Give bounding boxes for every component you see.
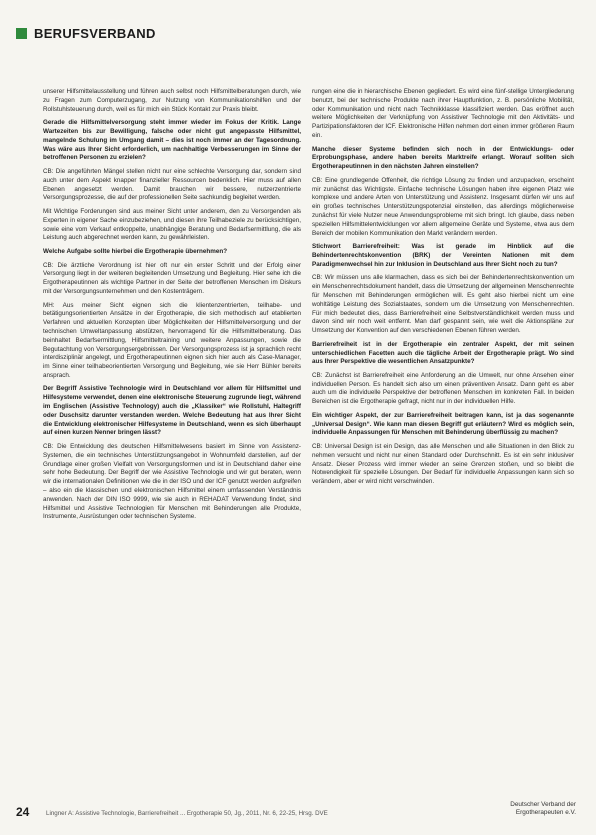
org-line-2: Ergotherapeuten e.V. [515,809,576,816]
paragraph: MH: Aus meiner Sicht eignen sich die klientenzentrierten, teilhabe- und betätigungsorientierten Ansätze in der Ergotherapie, die sich methodisch auf etablierten Verfahren und aktuellen Konzepten über Möglichkeiten der Hilfsmittelversorgung und der technischen Umweltanpassung abstützen, hervorragend für die Hilfsmittelberatung. Das beinhaltet Bedarfsermittlung, Hilfsmitteltraining und weitere Anpassungen, sowie die Begutachtung von Versorgungsergebnissen. Der Versorgungsprozess ist ja sprachlich recht interdisziplinär angelegt, und Ergotherapeutinnen eignen sich hier auch als Case-Manager, im Sinne einer teilhabeorientierten Versorgung und Begleitung, wie sie Herr Bühler bereits ansprach. [43,301,301,379]
paragraph: CB: Die ärztliche Verordnung ist hier oft nur ein erster Schritt und der Erfolg einer Versorgung liegt in der weiteren begleitenden Umsetzung und Begleitung. Hier sehe ich die Ergotherapeutinnen als wichtige Partner in der Seite der betroffenen Menschen im Diskurs mit der Versorgungsunternehmen und den Kostenträgern. [43,261,301,295]
paragraph: CB: Wir müssen uns alle klarmachen, dass es sich bei der Behindertenrechtskonvention um ein Menschenrechtsdokument handelt, dass die Umsetzung der allgemeinen Menschenrechte für Menschen mit Behinderungen ermöglichen will. Es geht also hierbei nicht um eine wohltätige Leistung des Sozialstaates, sondern um die Umsetzung von Menschenrechten. Für mich bedeutet dies, dass Barrierefreiheit eine Selbstverständlichkeit werden muss und davon sind wir noch weit entfernt. Man darf gespannt sein, wie weit die Aktionspläne zur Umsetzung der Konvention auf den verschiedenen Ebenen führen werden. [312,274,574,335]
section-title: BERUFSVERBAND [34,26,156,41]
paragraph: Mit Wichtige Forderungen sind aus meiner Sicht unter anderem, den zu Versorgenden als Experten in eigener Sache einzubeziehen, und diesen ihre Teilhabeziele zu berücksichtigen, sowie eine vom Verkauf entkoppelte, unabhängige Beratung und Bedarfsermittlung, die als Leistung auch abgerechnet werden kann, zu gewährleisten. [43,207,301,242]
org-line-1: Deutscher Verband der [510,801,576,808]
paragraph: CB: Zunächst ist Barrierefreiheit eine Anforderung an die Umwelt, nur ohne Ansehen einer individuellen Person. Es handelt sich also um einen präventiven Ansatz. Dann geht es aber auch um die individuelle Perspektive der betroffenen Menschen im konkreten Fall. In beiden Bereichen ist die Ergotherapie gefragt, nicht nur in der individuellen Hilfe. [312,371,574,406]
paragraph: CB: Universal Design ist ein Design, das alle Menschen und alle Situationen in den Blick zu nehmen versucht und nicht nur einen Standard oder Durchschnitt. Es ist ein sehr inklusiver Ansatz. Dieser Prozess wird immer wieder an seine Grenzen stoßen, und so bleibt die Notwendigkeit für spezielle Lösungen. Der Bedarf für individuelle Anpassungen kann sich so verändern, aber er wird nicht verschwinden. [312,443,574,486]
interview-question: Manche dieser Systeme befinden sich noch in der Entwicklungs- oder Erprobungsphase, andere haben bereits Marktreife erlangt. Worauf sollten sich Ergotherapeutinnen in den nächsten Jahren einstellen? [312,145,574,171]
footer-citation: Lingner A: Assistive Technologie, Barrierefreiheit ... Ergotherapie 50, Jg., 2011, Nr. 6, 22-25, Hrsg. DVE [46,810,328,817]
interview-question: Ein wichtiger Aspekt, der zur Barrierefreiheit beitragen kann, ist ja das sogenannte „Universal Design“. Wie kann man diesen Begriff gut erläutern? Wird es möglich sein, individuelle Anpassungen für Menschen mit Behinderung überflüssig zu machen? [312,411,574,437]
interview-question: Barrierefreiheit ist in der Ergotherapie ein zentraler Aspekt, der mit seinen unterschiedlichen Facetten auch die tägliche Arbeit der Ergotherapie prägt. Wo sind aus Ihrer Perspektive die wesentlichen Ansatzpunkte? [312,340,574,366]
interview-question: Welche Aufgabe sollte hierbei die Ergotherapie übernehmen? [43,247,228,255]
section-marker-icon [16,28,27,39]
page-header [16,26,156,41]
paragraph: CB: Die Entwicklung des deutschen Hilfsmittelwesens basiert im Sinne von Assistenz-Systemen, die ein technisches Unterstützungsangebot in Wohnumfeld darstellen, auf der Grundlage einer großen Vielfalt von Versorgungsformen und ist in Deutschland daher eine sehr hohe Bedeutung. Der Begriff der wie Assistive Technologie und wir gut beraten, wenn wir die internationalen Definitionen wie die in der ISO und der ICF genutzt werden aufgreifen – also ein die klassischen und elektronischen Hilfsmittel einem umfassenden Verständnis anwenden. Nach der DIN ISO 9999, wie sie auch in REHADAT Verwendung findet, sind Hilfsmittel und Assistive Technologien für Menschen mit Behinderungen alle Produkte, Instrumente, Ausrüstungen oder technischen Systeme. [43,443,301,521]
interview-question: Der Begriff Assistive Technologie wird in Deutschland vor allem für Hilfsmittel und Hilfesysteme verwendet, denen eine elektronische Steuerung zugrunde liegt, während im Englischen (Assistive Technology) auch die „Klassiker“ wie Rollstuhl, Haltegriff oder Duschsitz darunter verstanden werden. Welche Bedeutung hat aus Ihrer Sicht die Entwicklung elektronischer Hilfesysteme in Deutschland, wenn es sich überhaupt auf einen kurzen Nenner bringen lässt? [43,385,301,437]
footer-organization [510,801,576,817]
page-number: 24 [16,805,30,819]
interview-question: Gerade die Hilfsmittelversorgung steht immer wieder im Fokus der Kritik. Lange Wartezeiten bis zur Bewilligung, falsche oder nicht gut angepasste Hilfsmittel, mangelnde Schulung im Umgang damit – dies ist noch immer an der Tagesordnung. Was wäre aus Ihrer Sicht erforderlich, um nachhaltige Verbesserungen im Sinne der betroffenen Personen zu erzielen? [43,119,301,162]
interview-question: Stichwort Barrierefreiheit: Was ist gerade im Hinblick auf die Behindertenrechtskonvention (BRK) der Vereinten Nationen mit dem Paradigmenwechsel hin zur Inklusion in Deutschland aus Ihrer Sicht noch zu tun? [312,243,574,268]
paragraph: unserer Hilfsmittelausstellung und führen auch selbst noch Hilfsmittelberatungen durch, wie zu Fragen zum Computerzugang, zur Nutzung von Kommunikationshilfen und der Rollstuhlsteuerung durch, weil es für mich ein Stück Kontakt zur Praxis bleibt. [43,88,301,113]
left-column [43,88,301,527]
right-column [312,88,574,492]
paragraph: CB: Die angeführten Mängel stellen nicht nur eine schlechte Versorgung dar, sondern sind auch unter dem Aspekt knapper finanzieller Ressourcen bedenklich. Hier muss auf allen Ebenen angesetzt werden. Damit brauchen wir bessere, nutzerzentrierte Versorgungsprozesse, die auf der professionellen Seite sachkundig begleitet werden. [43,167,301,202]
paragraph: CB: Eine grundlegende Offenheit, die richtige Lösung zu finden und anzupacken, erscheint mir zunächst das Wichtigste. Einfache technische Lösungen haben ihre eigenen Platz wie komplexe und andere Arten von Unterstützung und Assistenz. Insgesamt dürfen wir uns auf ein großes technisches Unterstützungspotenzial einstellen, das allerdings möglicherweise zunächst für viele Nutzer neue Anwendungsprobleme mit sich bringt. Ich glaube, dass neben speziellen Hilfsmittelentwicklungen vor allem allgemeine Geräte und Systeme, etwa aus dem Bereich der mobilen Kommunikation den Markt verändern werden. [312,176,574,237]
paragraph: rungen eine die in hierarchische Ebenen gegliedert. Es wird eine fünf-stellige Untergliederung benutzt, bei der technische Produkte nach ihrer Hauptfunktion, z. B. persönliche Mobilität, oder Kommunikation und nicht nach Technikklasse klassifiziert werden. Das eröffnet auch weitere Möglichkeiten der Verknüpfung von Assistiver Technologie mit den Aktivitäts- und Partizipationsfaktoren der ICF. Elektronische Hilfen nehmen dort einen immer größeren Raum ein. [312,88,574,139]
